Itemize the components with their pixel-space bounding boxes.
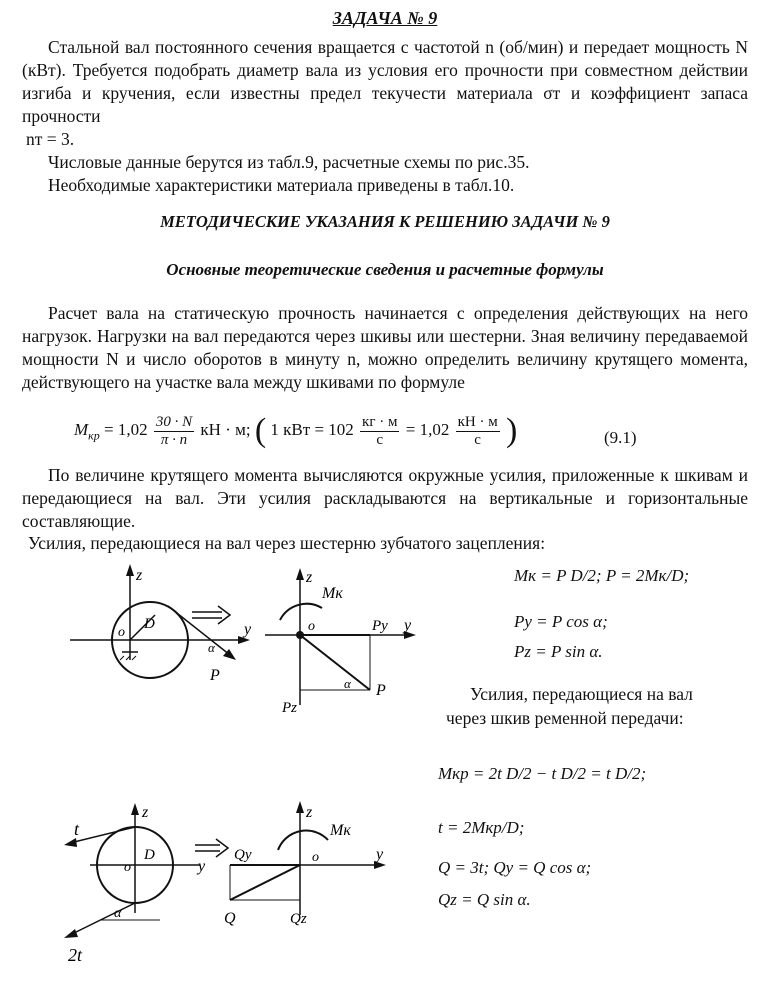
alpha-label-2: α bbox=[344, 676, 351, 691]
t-arrow bbox=[64, 838, 77, 847]
formula-unit1 bbox=[360, 414, 399, 449]
t-label: t bbox=[74, 819, 80, 839]
formula-u2-den: с bbox=[474, 431, 481, 448]
belt-tension-2t bbox=[70, 903, 135, 935]
paren-right: ) bbox=[505, 412, 518, 449]
2t-arrow bbox=[64, 929, 78, 938]
method-heading: МЕТОДИЧЕСКИЕ УКАЗАНИЯ К РЕШЕНИЮ ЗАДАЧИ № 9 bbox=[160, 212, 610, 231]
force-P-vector bbox=[300, 635, 370, 690]
belt-formula-4: Qz = Q sin α. bbox=[438, 890, 531, 909]
Mk-label-1: Mк bbox=[322, 585, 343, 602]
o-label-1: o bbox=[118, 625, 125, 640]
formula-u1-den: с bbox=[376, 431, 384, 448]
formula-eq2: = 1,02 bbox=[405, 419, 450, 439]
z-label-4: z bbox=[306, 804, 313, 821]
alpha-label-1: α bbox=[208, 640, 215, 655]
o-label-4: o bbox=[312, 850, 319, 865]
moment-arc-2 bbox=[278, 831, 328, 850]
page-title: ЗАДАЧА № 9 bbox=[332, 8, 438, 28]
formula-unit2 bbox=[456, 414, 500, 449]
Mk-label-2: Mк bbox=[330, 822, 351, 839]
2t-label: 2t bbox=[68, 945, 83, 965]
gear-formula-3: Pz = P sin α. bbox=[514, 642, 603, 661]
z-label-2: z bbox=[306, 569, 313, 586]
belt-tension-t bbox=[70, 827, 135, 843]
Qy-label: Qy bbox=[234, 847, 252, 863]
D-label-1: D bbox=[144, 616, 155, 632]
Py-label: Py bbox=[372, 618, 388, 634]
formula-u2-num: кН · м bbox=[457, 413, 498, 430]
belt-formula-1: Mкр = 2t D/2 − t D/2 = t D/2; bbox=[438, 764, 647, 783]
method-paragraph-3: Усилия, передающиеся на вал через шестерню зубчатого зацепления: bbox=[28, 533, 546, 553]
intro-paragraph-1: Стальной вал постоянного сечения вращается с частотой n (об/мин) и передает мощность N (кВт). Требуется подобрать диаметр вала из условия его прочности при совместном действии изгиба и кручения, если известны предел текучести материала σт и коэффициент запаса прочности bbox=[22, 37, 748, 126]
hatch-1 bbox=[120, 656, 124, 660]
Q-label: Q bbox=[224, 910, 236, 927]
y-label-1: y bbox=[244, 621, 252, 638]
method-subheading: Основные теоретические сведения и расчетные формулы bbox=[166, 260, 604, 279]
force-Q-vector bbox=[230, 865, 300, 900]
intro-paragraph-3: Необходимые характеристики материала приведены в табл.10. bbox=[48, 175, 515, 195]
formula-u1-num: кг · м bbox=[362, 413, 398, 430]
paren-left: ( bbox=[254, 412, 267, 449]
belt-caption-1: Усилия, передающиеся на вал bbox=[470, 684, 693, 704]
o-label-2: o bbox=[308, 619, 315, 634]
formula-9-1 bbox=[74, 412, 517, 450]
o-label-3: o bbox=[124, 860, 131, 875]
hatch-3 bbox=[132, 656, 136, 660]
Qz-label: Qz bbox=[290, 911, 307, 927]
formula-lhs-sub: кр bbox=[88, 428, 100, 443]
P-label-1: P bbox=[210, 667, 220, 684]
belt-formula-2: t = 2Mкр/D; bbox=[438, 818, 525, 837]
z-arrow-2 bbox=[296, 568, 304, 580]
formula-eq: = 1,02 bbox=[104, 419, 148, 439]
z-arrow-3 bbox=[131, 803, 139, 815]
belt-diagram bbox=[60, 795, 400, 975]
formula-num: 30 · N bbox=[155, 413, 193, 430]
belt-formula-3: Q = 3t; Qy = Q cos α; bbox=[438, 858, 592, 877]
gear-formula-2: Py = P cos α; bbox=[514, 612, 608, 631]
z-label-3: z bbox=[142, 804, 149, 821]
z-arrow-4 bbox=[296, 801, 304, 813]
transfer-arrow-head bbox=[218, 606, 230, 624]
Pz-label: Pz bbox=[282, 700, 297, 716]
formula-lhs: M bbox=[74, 419, 89, 439]
formula-fraction bbox=[154, 414, 194, 449]
force-P-line bbox=[168, 606, 230, 655]
moment-arc bbox=[280, 604, 322, 620]
formula-kvt: 1 кВт = 102 bbox=[270, 419, 354, 439]
transfer2-head bbox=[216, 839, 228, 857]
intro-paragraph-1-end: nт = 3. bbox=[26, 129, 75, 149]
z-arrow-1 bbox=[126, 564, 134, 576]
y-label-4: y bbox=[376, 846, 384, 863]
method-paragraph-1: Расчет вала на статическую прочность начинается с определения действующих на него нагрузок. Нагрузки на вал передаются через шкивы или шестерни. Зная величину передаваемой мощности N и число оборотов в минуту n, можно определить величину крутящего момента, действующего на участке вала между шкивами по формуле bbox=[22, 303, 748, 392]
y-label-3: y bbox=[198, 858, 206, 875]
intro-paragraph-2: Числовые данные берутся из табл.9, расчетные схемы по рис.35. bbox=[48, 152, 530, 172]
formula-number: (9.1) bbox=[604, 428, 637, 447]
formula-unit: кН · м; bbox=[200, 419, 251, 439]
z-label-1: z bbox=[136, 567, 143, 584]
method-paragraph-2: По величине крутящего момента вычисляются окружные усилия, приложенные к шкивам и передающиеся на вал. Эти усилия раскладываются на вертикальные и горизонтальные составляющие. bbox=[22, 465, 748, 531]
gear-diagram bbox=[60, 560, 430, 730]
D-label-2: D bbox=[144, 847, 155, 863]
alpha-label-3: α bbox=[114, 906, 122, 921]
belt-caption-2: через шкив ременной передачи: bbox=[446, 708, 684, 728]
formula-den: π · n bbox=[160, 431, 188, 448]
y-label-2: y bbox=[404, 617, 412, 634]
gear-formula-1: Mк = P D/2; P = 2Mк/D; bbox=[514, 566, 690, 585]
P-label-2: P bbox=[376, 682, 386, 699]
